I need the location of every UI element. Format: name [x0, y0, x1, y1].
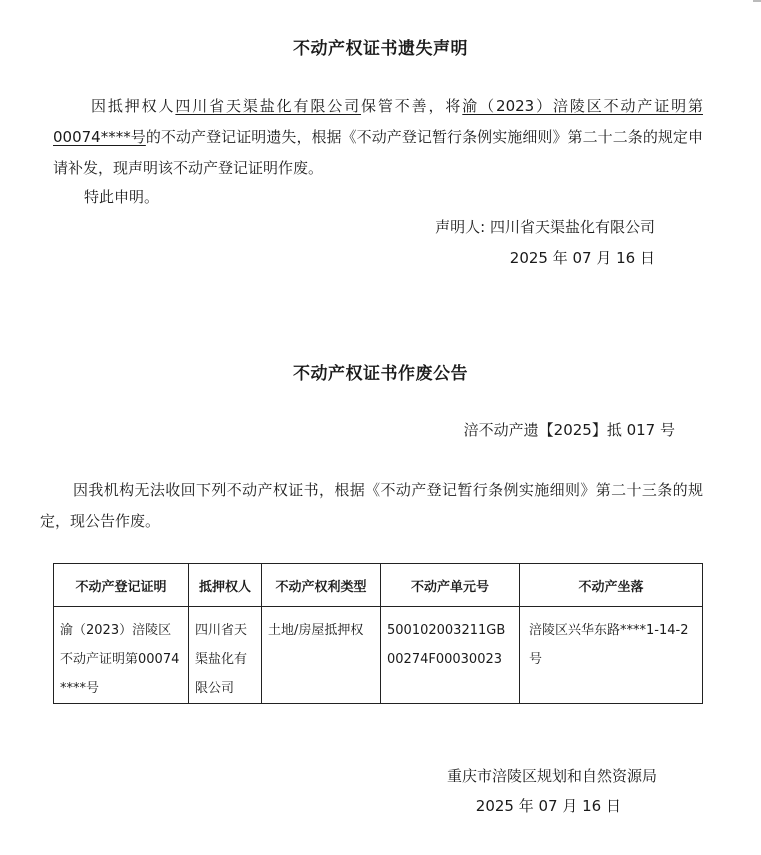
- body-suffix: 的不动产登记证明遗失，根据《不动产登记暂行条例实施细则》第二十二条的规定申请补发，现声明该不动产登记证明作废。: [53, 128, 703, 177]
- cell-cert: 渝（2023）涪陵区不动产证明第00074****号: [54, 607, 189, 704]
- issuing-authority: 重庆市涪陵区规划和自然资源局: [446, 767, 657, 785]
- cell-mortgagee: 四川省天渠盐化有限公司: [189, 607, 262, 704]
- declaration-date: 2025 年 07 月 16 日: [509, 249, 655, 267]
- body-mid: 保管不善，将: [361, 97, 463, 115]
- announcement-date: 2025 年 07 月 16 日: [475, 797, 621, 815]
- cell-unit-no: 500102003211GB00274F00030023: [381, 607, 520, 704]
- header-right-type: 不动产权利类型: [262, 564, 381, 607]
- notice-body-void: 因我机构无法收回下列不动产权证书，根据《不动产登记暂行条例实施细则》第二十三条的规定，现公告作废。: [40, 481, 703, 530]
- table-row: [54, 607, 703, 704]
- header-location: 不动产坐落: [520, 564, 703, 607]
- reference-number: 涪不动产遗【2025】抵 017 号: [463, 421, 675, 439]
- cell-location: 涪陵区兴华东路****1-14-2号: [520, 607, 703, 704]
- certificate-number: 渝（2023）涪陵区不动产证明第00074****号: [53, 97, 703, 146]
- notice-body-lost: [53, 91, 703, 184]
- cell-right-type: 土地/房屋抵押权: [262, 607, 381, 704]
- mortgagee-name: 四川省天渠盐化有限公司: [175, 97, 362, 115]
- certificate-table: [53, 563, 703, 704]
- corner-divider: [753, 0, 761, 2]
- header-mortgagee: 抵押权人: [189, 564, 262, 607]
- notice-title-lost: 不动产权证书遗失声明: [293, 39, 468, 59]
- table-header-row: [54, 564, 703, 607]
- header-unit-no: 不动产单元号: [381, 564, 520, 607]
- body-prefix: 因抵押权人: [91, 97, 176, 115]
- declarant: 声明人: 四川省天渠盐化有限公司: [435, 218, 655, 236]
- header-cert: 不动产登记证明: [54, 564, 189, 607]
- notice-title-void: 不动产权证书作废公告: [293, 364, 468, 384]
- special-statement: 特此申明。: [84, 188, 160, 206]
